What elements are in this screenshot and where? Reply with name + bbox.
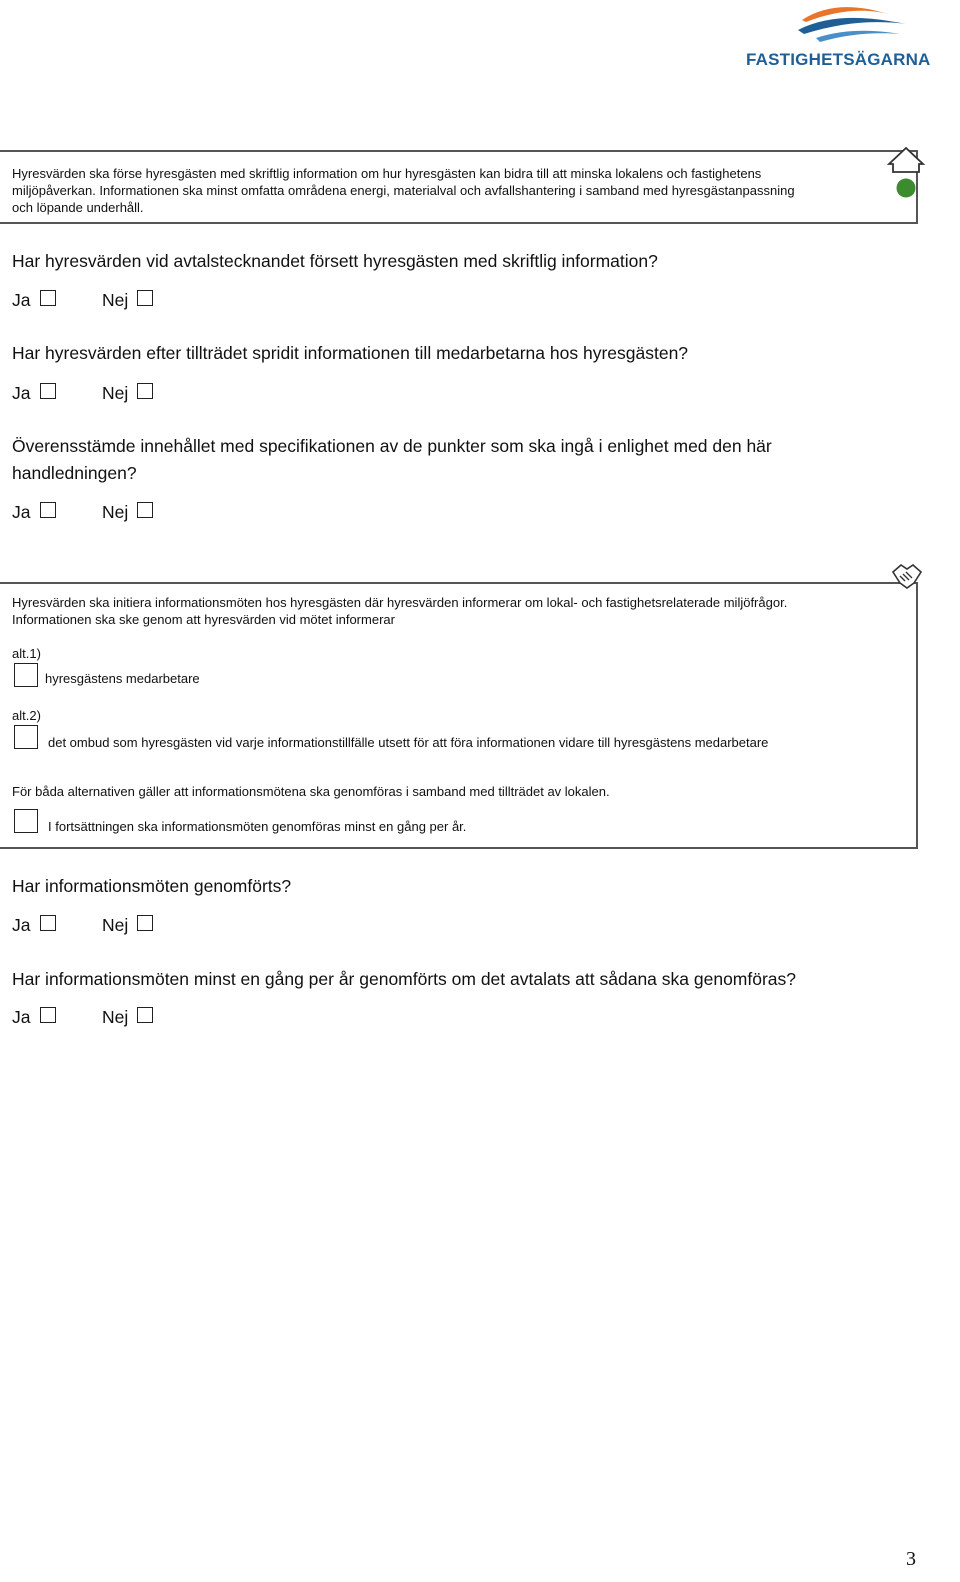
yes-label: Ja — [12, 1007, 31, 1027]
alt2-checkbox[interactable] — [14, 725, 38, 749]
logo-text: FASTIGHETSÄGARNA — [746, 50, 931, 69]
both-alternatives-note: För båda alternativen gäller att informationsmötena ska genomföras i samband med tillträdet av lokalen. — [12, 784, 610, 799]
alt1-label: alt.1) — [12, 646, 41, 661]
house-icon — [886, 144, 928, 202]
question-3: Överensstämde innehållet med specifikationen av de punkter som ska ingå i enlighet med den här handledningen? — [12, 436, 772, 483]
no-checkbox[interactable] — [137, 1007, 153, 1023]
page-number: 3 — [906, 1548, 916, 1570]
question-1: Har hyresvärden vid avtalstecknandet försett hyresgästen med skriftlig information? — [12, 251, 658, 271]
question-2: Har hyresvärden efter tillträdet spridit informationen till medarbetarna hos hyresgästen? — [12, 343, 689, 363]
yes-label: Ja — [12, 290, 31, 310]
yearly-checkbox[interactable] — [14, 809, 38, 833]
alt2-text: det ombud som hyresgästen vid varje informationstillfälle utsett för att föra informationen vidare till hyresgästens medarbetare — [48, 735, 769, 750]
question-5: Har informationsmöten minst en gång per år genomförts om det avtalats att sådana ska genomföras? — [12, 969, 797, 989]
yes-label: Ja — [12, 915, 31, 935]
box1-intro-line3: och löpande underhåll. — [12, 200, 144, 215]
no-checkbox[interactable] — [137, 915, 153, 931]
no-label: Nej — [102, 1007, 129, 1027]
no-label: Nej — [102, 502, 129, 522]
yes-label: Ja — [12, 383, 31, 403]
box2-intro-line1: Hyresvärden ska initiera informationsmöten hos hyresgästen där hyresvärden informerar om lokal- och fastighetsrelaterade miljöfrågor. — [12, 595, 788, 610]
no-checkbox[interactable] — [137, 383, 153, 399]
question-4: Har informationsmöten genomförts? — [12, 876, 292, 896]
alt2-label: alt.2) — [12, 708, 41, 723]
yes-checkbox[interactable] — [40, 1007, 56, 1023]
yearly-text: I fortsättningen ska informationsmöten genomföras minst en gång per år. — [48, 819, 467, 834]
alt1-checkbox[interactable] — [14, 663, 38, 687]
brand-logo — [746, 0, 960, 72]
no-checkbox[interactable] — [137, 290, 153, 306]
handshake-icon — [890, 562, 924, 592]
no-label: Nej — [102, 383, 129, 403]
no-label: Nej — [102, 290, 129, 310]
yes-label: Ja — [12, 502, 31, 522]
yes-checkbox[interactable] — [40, 383, 56, 399]
yes-checkbox[interactable] — [40, 502, 56, 518]
box2-intro-line2: Informationen ska ske genom att hyresvärden vid mötet informerar — [12, 612, 395, 627]
yes-checkbox[interactable] — [40, 915, 56, 931]
alt1-text: hyresgästens medarbetare — [45, 671, 200, 686]
logo-waves-icon — [796, 0, 916, 44]
box1-intro-line1: Hyresvärden ska förse hyresgästen med skriftlig information om hur hyresgästen kan bidra till att minska lokalens och fastighetens — [12, 166, 762, 181]
no-label: Nej — [102, 915, 129, 935]
info-box-information-meetings — [0, 582, 918, 849]
info-box-written-information — [0, 150, 918, 224]
no-checkbox[interactable] — [137, 502, 153, 518]
box1-intro-line2: miljöpåverkan. Informationen ska minst omfatta områdena energi, materialval och avfallshantering i samband med hyresgästanpassning — [12, 183, 795, 198]
yes-checkbox[interactable] — [40, 290, 56, 306]
